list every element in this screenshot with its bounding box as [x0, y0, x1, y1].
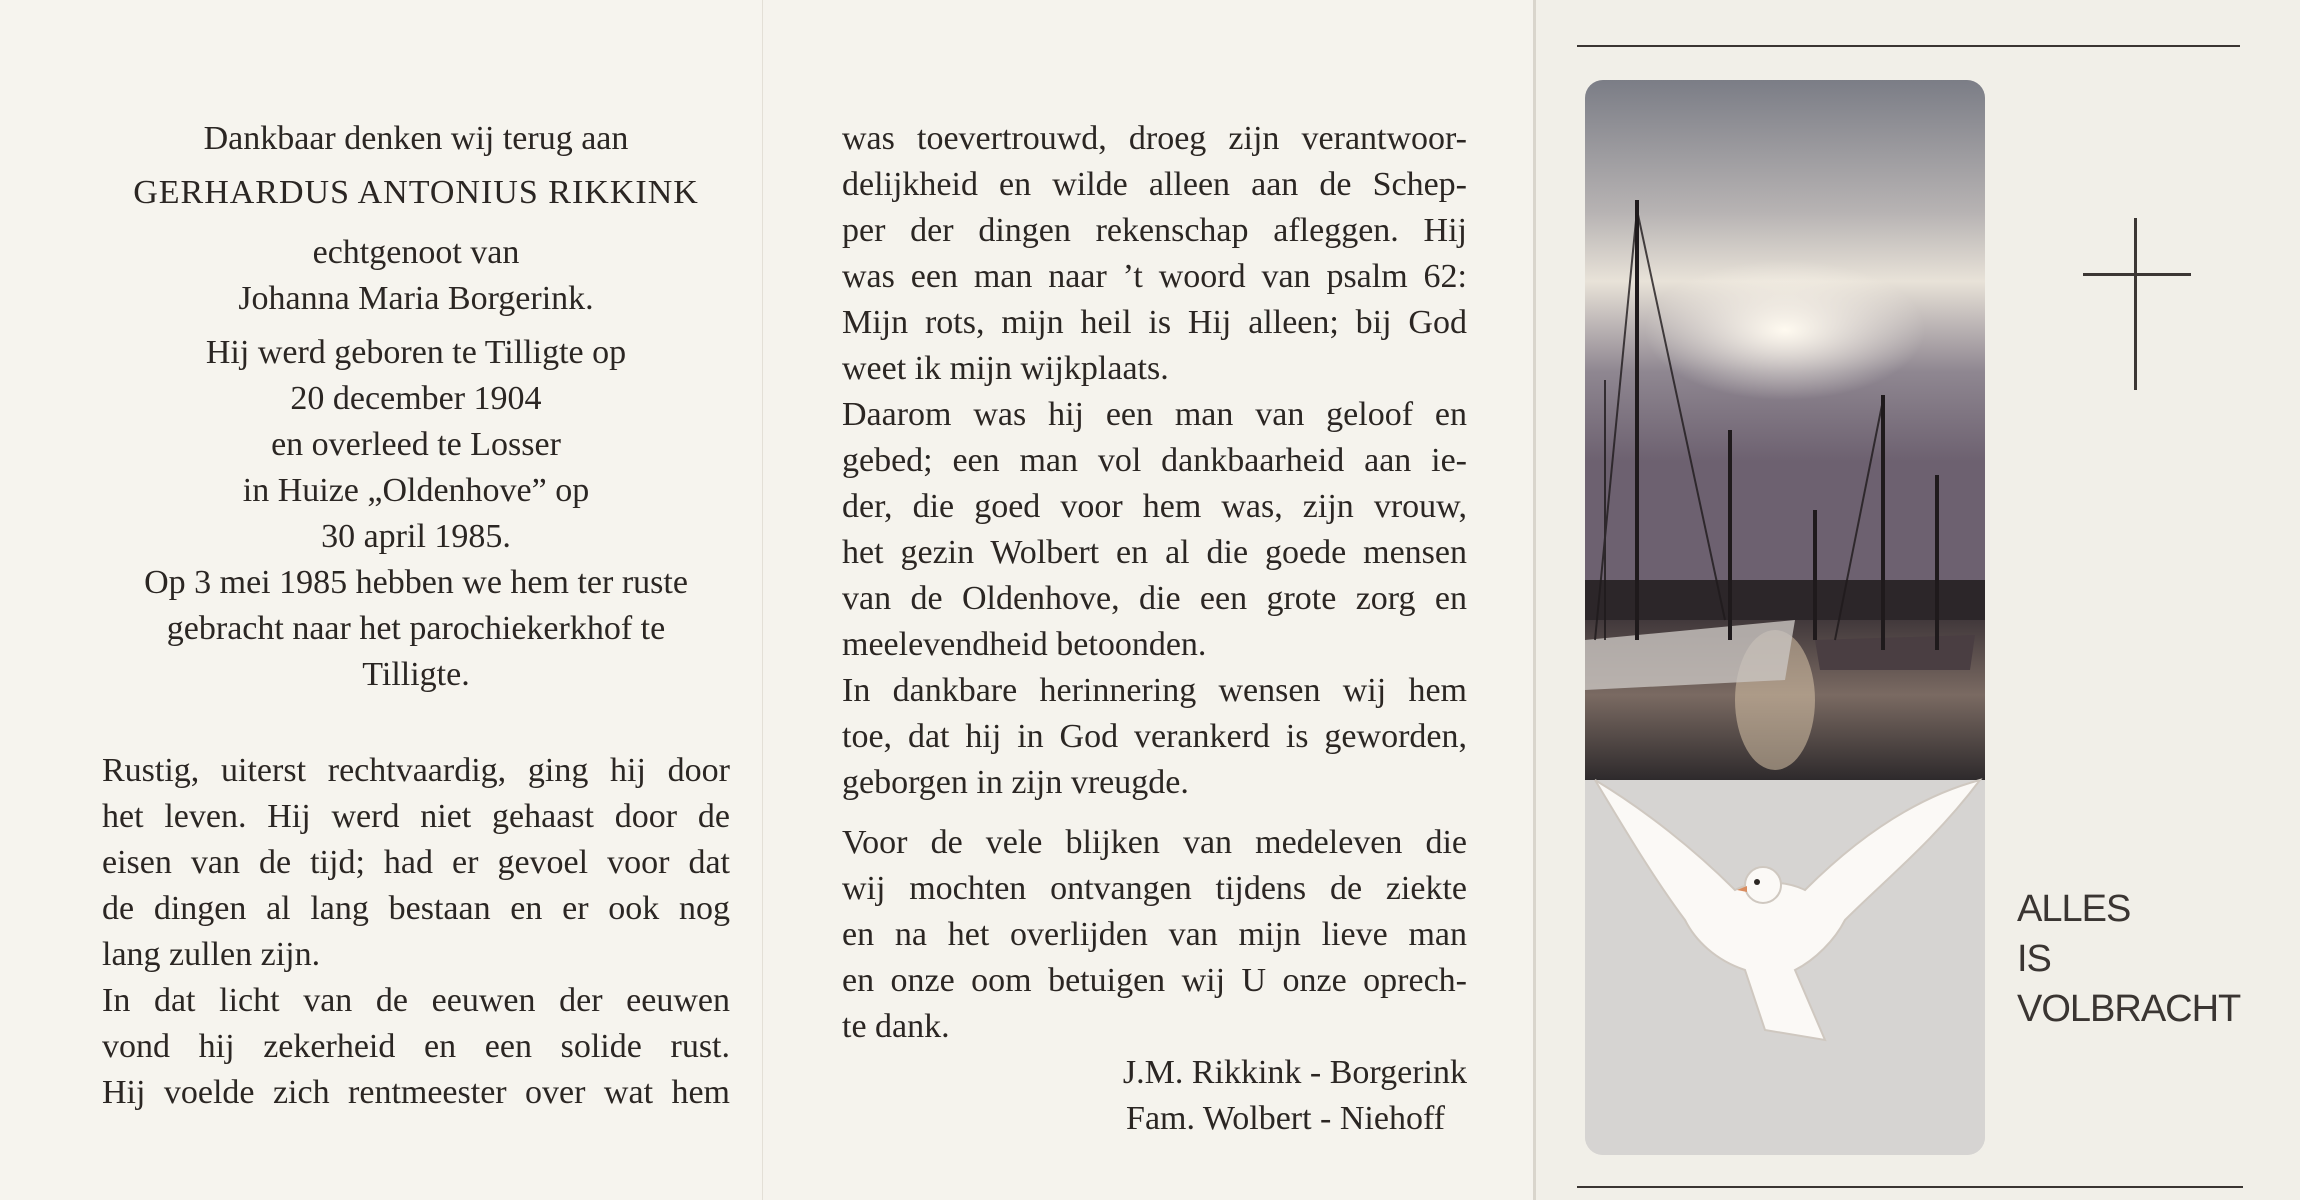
burial-line-3: Tilligte.: [362, 656, 470, 693]
burial-line-1: Op 3 mei 1985 hebben we hem ter ruste: [144, 564, 688, 601]
paragraph-line: eisen van de tijd; had er gevoel voor dat: [102, 844, 730, 881]
paragraph-line: In dat licht van de eeuwen der eeuwen: [102, 982, 730, 1019]
paragraph-line: weet ik mijn wijkplaats.: [842, 350, 1169, 387]
death-place: en overleed te Losser: [271, 426, 561, 463]
thanks-line: en na het overlijden van mijn lieve man: [842, 916, 1467, 953]
thanks-line: Voor de vele blijken van medeleven die: [842, 824, 1467, 861]
motto-text: [2017, 884, 2240, 1034]
paragraph-line: de dingen al lang bestaan en er ook nog: [102, 890, 730, 927]
deceased-name: GERHARDUS ANTONIUS RIKKINK: [133, 174, 699, 211]
paragraph-line: per der dingen rekenschap afleggen. Hij: [842, 212, 1467, 249]
paragraph-line: Rustig, uiterst rechtvaardig, ging hij door: [102, 752, 730, 789]
paragraph-line: het gezin Wolbert en al die goede mensen: [842, 534, 1467, 571]
motto-line: ALLES: [2017, 888, 2131, 930]
paragraph-line: van de Oldenhove, die een grote zorg en: [842, 580, 1467, 617]
birth-line: Hij werd geboren te Tilligte op: [205, 334, 627, 371]
spouse-label: echtgenoot van: [312, 234, 520, 271]
thanks-line: te dank.: [842, 1008, 950, 1045]
left-text-block: [102, 116, 730, 1116]
harbour-photo: [1585, 80, 1985, 1155]
paragraph-line: Mijn rots, mijn heil is Hij alleen; bij God: [842, 304, 1467, 341]
paragraph-line: delijkheid en wilde alleen aan de Schep-: [842, 166, 1467, 203]
bottom-rule: [1577, 1186, 2243, 1188]
birth-date: 20 december 1904: [290, 380, 542, 417]
paragraph-line: In dankbare herinnering wensen wij hem: [842, 672, 1467, 709]
paragraph-line: was een man naar ’t woord van psalm 62:: [842, 258, 1467, 295]
paragraph-line: lang zullen zijn.: [102, 936, 321, 973]
paragraph-line: geborgen in zijn vreugde.: [842, 764, 1189, 801]
spouse-name: Johanna Maria Borgerink.: [238, 280, 594, 317]
paragraph-line: Hij voelde zich rentmeester over wat hem: [102, 1074, 730, 1111]
left-panel: [0, 0, 762, 1200]
signature-line: J.M. Rikkink - Borgerink: [1122, 1054, 1467, 1091]
intro-line: Dankbaar denken wij terug aan: [203, 120, 629, 157]
cross-icon-bar: [2083, 273, 2191, 276]
top-rule: [1577, 45, 2240, 47]
motto-line: IS: [2017, 938, 2051, 980]
thanks-line: wij mochten ontvangen tijdens de ziekte: [842, 870, 1467, 907]
middle-text-block: [842, 116, 1467, 1142]
signature-line: Fam. Wolbert - Niehoff: [1126, 1100, 1445, 1137]
paragraph-line: Daarom was hij een man van geloof en: [842, 396, 1467, 433]
middle-panel: [762, 0, 1534, 1200]
paragraph-line: vond hij zekerheid en een solide rust.: [102, 1028, 730, 1065]
death-home: in Huize „Oldenhove” op: [242, 472, 590, 509]
death-date: 30 april 1985.: [321, 518, 511, 555]
cross-icon: [2134, 218, 2137, 390]
thanks-line: en onze oom betuigen wij U onze oprech-: [842, 962, 1467, 999]
paragraph-line: meelevendheid betoonden.: [842, 626, 1207, 663]
motto-line: VOLBRACHT: [2017, 988, 2241, 1030]
paragraph-line: het leven. Hij werd niet gehaast door de: [102, 798, 730, 835]
paragraph-line: gebed; een man vol dankbaarheid aan ie-: [842, 442, 1467, 479]
paragraph-line: toe, dat hij in God verankerd is geworden,: [842, 718, 1467, 755]
paragraph-line: der, die goed voor hem was, zijn vrouw,: [842, 488, 1467, 525]
paragraph-line: was toevertrouwd, droeg zijn verantwoor-: [842, 120, 1467, 157]
burial-line-2: gebracht naar het parochiekerkhof te: [166, 610, 666, 647]
